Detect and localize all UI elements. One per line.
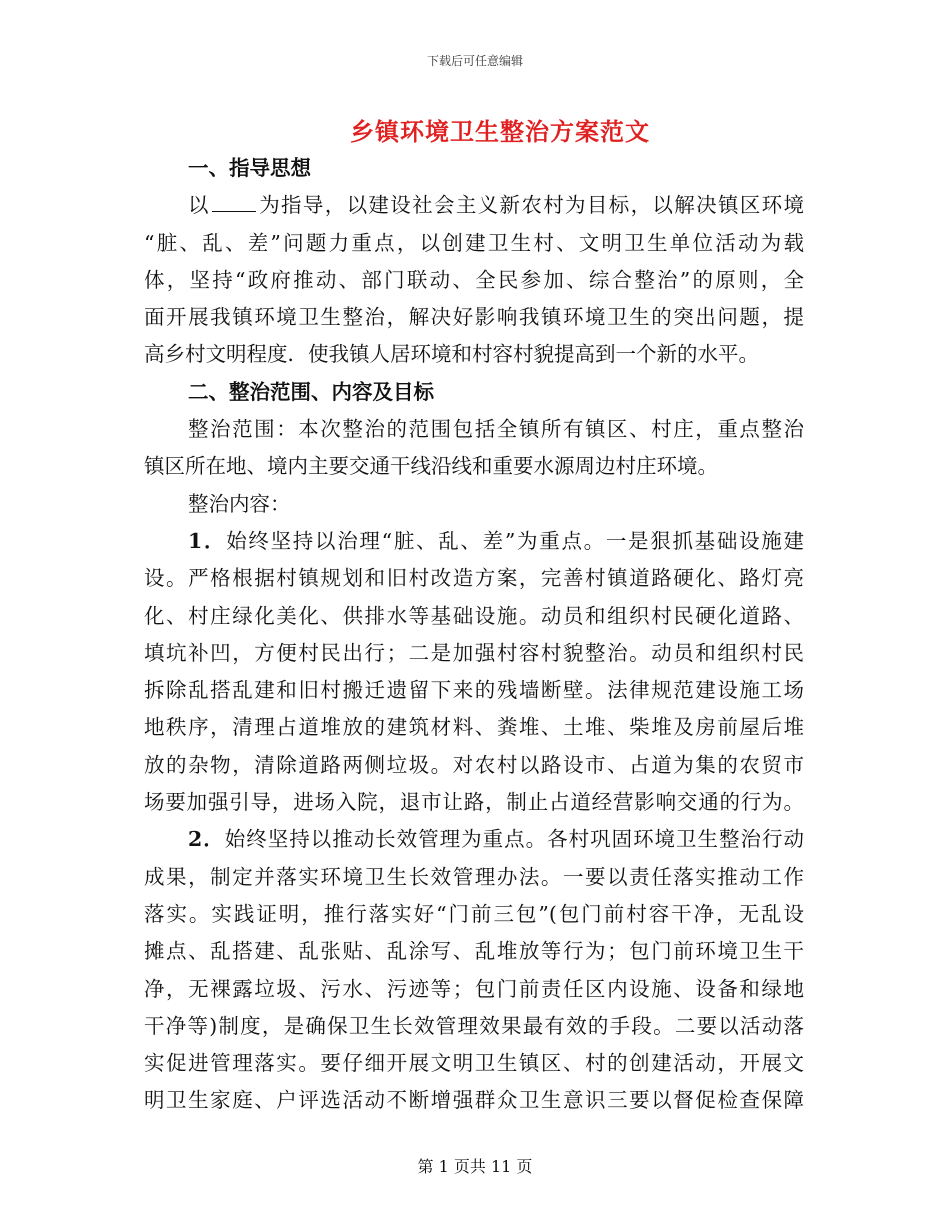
list-number: 1． (188, 528, 227, 553)
paragraph-line: 体，坚持“政府推动、部门联动、全民参加、综合整治”的原则，全 (144, 267, 804, 292)
paragraph-text: 始终坚持以治理“脏、乱、差”为重点。一是狠抓基础设施建 (226, 528, 805, 553)
paragraph-line: “脏、乱、差”问题力重点，以创建卫生村、文明卫生单位活动为载 (144, 230, 804, 255)
section-heading-1: 一、指导思想 (188, 156, 311, 180)
paragraph-line: 明卫生家庭、户评选活动不断增强群众卫生意识三要以督促检查保障 (144, 1088, 804, 1113)
document-body (144, 150, 804, 1120)
paragraph-text: 始终坚持以推动长效管理为重点。各村巩固环境卫生整治行动 (224, 827, 805, 852)
paragraph-line: 实促进管理落实。要仔细开展文明卫生镇区、村的创建活动，开展文 (144, 1051, 804, 1076)
paragraph-line: 化、村庄绿化美化、供排水等基础设施。动员和组织村民硬化道路、 (144, 603, 804, 628)
paragraph-line (144, 821, 804, 858)
paragraph-line: 放的杂物，清除道路两侧垃圾。对农村以路设市、占道为集的农贸市 (144, 752, 804, 777)
document-title: 乡镇环境卫生整治方案范文 (350, 118, 650, 146)
fill-in-blank (212, 191, 256, 212)
section-heading-2: 二、整治范围、内容及目标 (188, 379, 434, 404)
paragraph-line: 拆除乱搭乱建和旧村搬迁遗留下来的残墙断壁。法律规范建设施工场 (144, 678, 804, 703)
paragraph-line: 整治范围：本次整治的范围包括全镇所有镇区、村庄，重点整治 (188, 417, 804, 442)
paragraph-line: 场要加强引导，进场入院，退市让路，制止占道经营影响交通的行为。 (144, 790, 804, 815)
paragraph-line: 高乡村文明程度．使我镇人居环境和村容村貌提高到一个新的水平。 (144, 342, 759, 367)
header-note: 下载后可任意编辑 (426, 54, 523, 68)
paragraph-line: 填坑补凹，方便村民出行；二是加强村容村貌整治。动员和组织村民 (144, 640, 804, 665)
paragraph-line: 摊点、乱搭建、乱张贴、乱涂写、乱堆放等行为；包门前环境卫生干 (144, 939, 804, 964)
paragraph-line: 镇区所在地、境内主要交通干线沿线和重要水源周边村庄环境。 (144, 454, 718, 479)
paragraph-line: 整治内容： (188, 491, 291, 516)
paragraph-line: 干净等)制度，是确保卫生长效管理效果最有效的手段。二要以活动落 (144, 1013, 804, 1038)
paragraph-line (144, 523, 804, 560)
paragraph-line: 净，无裸露垃圾、污水、污迹等；包门前责任区内设施、设备和绿地 (144, 976, 804, 1001)
paragraph-text: 为指导，以建设社会主义新农村为目标，以解决镇区环境 (257, 193, 805, 218)
paragraph-line: 设。严格根据村镇规划和旧村改造方案，完善村镇道路硬化、路灯亮 (144, 566, 804, 591)
paragraph-line: 面开展我镇环境卫生整治，解决好影响我镇环境卫生的突出问题，提 (144, 305, 804, 330)
paragraph-text: 以 (188, 193, 210, 218)
list-number: 2． (188, 827, 225, 852)
paragraph-line: 成果，制定并落实环境卫生长效管理办法。一要以责任落实推动工作 (144, 864, 804, 889)
paragraph-line: 地秩序，清理占道堆放的建筑材料、粪堆、土堆、柴堆及房前屋后堆 (144, 715, 804, 740)
paragraph-line (144, 187, 804, 224)
page-footer: 第 1 页共 11 页 (417, 1157, 533, 1176)
paragraph-line: 落实。实践证明，推行落实好“门前三包”(包门前村容干净，无乱设 (144, 901, 804, 926)
